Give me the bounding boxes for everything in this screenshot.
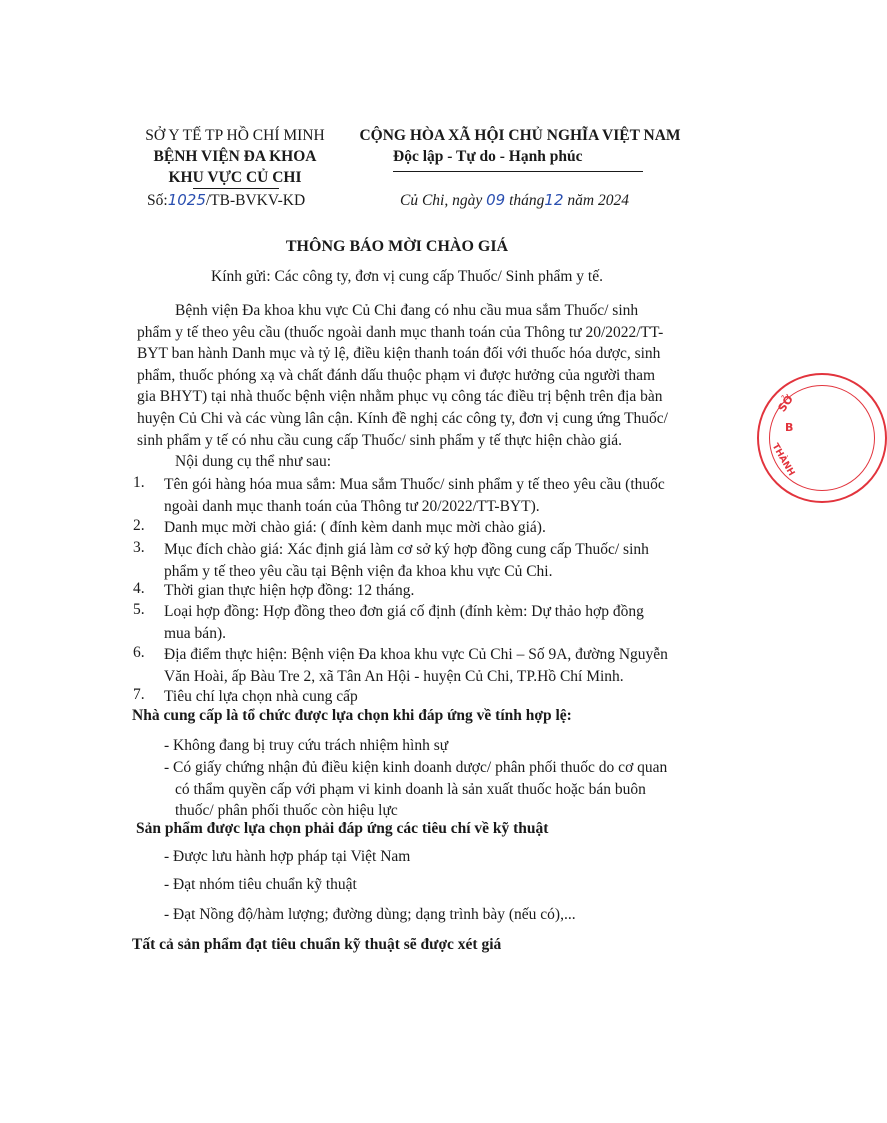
list-item (164, 601, 686, 644)
list-item (164, 517, 686, 539)
stamp-text-top: SỞ (775, 392, 797, 415)
technical-item: - Đạt Nồng độ/hàm lượng; đường dùng; dạng trình bày (nếu có),... (164, 906, 576, 923)
item-line: Loại hợp đồng: Hợp đồng theo đơn giá cố định (đính kèm: Dự thảo hợp đồng (164, 603, 644, 620)
item-number: 4. (133, 580, 145, 597)
recipient-line: Kính gửi: Các công ty, đơn vị cung cấp Thuốc/ Sinh phẩm y tế. (211, 268, 603, 285)
content-intro: Nội dung cụ thể như sau: (175, 453, 332, 470)
hospital-name-line1: BỆNH VIỆN ĐA KHOA (153, 148, 317, 165)
official-stamp (757, 373, 887, 503)
document-date (400, 191, 629, 210)
item-number: 7. (133, 686, 145, 703)
item-line: mua bán). (164, 624, 226, 642)
section-technical-heading: Sản phẩm được lựa chọn phải đáp ứng các tiêu chí về kỹ thuật (136, 820, 549, 837)
hospital-name-line2: KHU VỰC CỦ CHI (168, 169, 302, 186)
header-left-underline (193, 188, 279, 189)
validity-line: - Có giấy chứng nhận đủ điều kiện kinh doanh dược/ phân phối thuốc do cơ quan (164, 759, 668, 776)
stamp-text-mid: B (785, 421, 794, 434)
date-day: 09 (486, 191, 506, 209)
list-item (164, 644, 686, 687)
national-title: CỘNG HÒA XÃ HỘI CHỦ NGHĨA VIỆT NAM (359, 127, 681, 144)
technical-item: - Được lưu hành hợp pháp tại Việt Nam (164, 848, 411, 865)
list-item (164, 539, 686, 582)
item-number: 5. (133, 601, 145, 618)
item-line: phẩm y tế theo yêu cầu tại Bệnh viện đa khoa khu vực Củ Chi. (164, 562, 553, 580)
document-number (147, 191, 305, 210)
list-item (164, 686, 686, 708)
date-month-label: tháng (509, 192, 545, 209)
header-right-underline (393, 171, 643, 172)
intro-line: gia BHYT) tại nhà thuốc bệnh viện nhằm phục vụ công tác điều trị bệnh trên địa bàn (137, 388, 663, 406)
item-line: Danh mục mời chào giá: ( đính kèm danh mục mời chào giá). (164, 519, 546, 536)
item-number: 6. (133, 644, 145, 661)
intro-line: phẩm y tế theo yêu cầu (thuốc ngoài danh mục thanh toán của Thông tư 20/2022/TT- (137, 323, 664, 341)
date-prefix: Củ Chi, ngày (400, 192, 483, 209)
validity-line: - Không đang bị truy cứu trách nhiệm hình sự (164, 737, 449, 754)
document-title: THÔNG BÁO MỜI CHÀO GIÁ (285, 238, 509, 255)
intro-line: Bệnh viện Đa khoa khu vực Củ Chi đang có nhu cầu mua sắm Thuốc/ sinh (175, 302, 639, 319)
stamp-text-bottom: THÀNH (769, 442, 797, 478)
technical-item: - Đạt nhóm tiêu chuẩn kỹ thuật (164, 876, 357, 893)
agency-name: SỞ Y TẾ TP HỒ CHÍ MINH (145, 127, 325, 144)
intro-line: BYT ban hành Danh mục và tỷ lệ, điều kiện thanh toán đối với thuốc hóa dược, sinh (137, 345, 661, 363)
date-month: 12 (544, 191, 564, 209)
item-number: 3. (133, 539, 145, 556)
item-line: Văn Hoài, ấp Bàu Tre 2, xã Tân An Hội - huyện Củ Chi, TP.Hồ Chí Minh. (164, 667, 624, 685)
list-item (164, 580, 686, 602)
validity-item (164, 735, 686, 757)
doc-no-suffix: /TB-BVKV-KD (205, 192, 306, 209)
intro-line: huyện Củ Chi và các vùng lân cận. Kính đề nghị các công ty, đơn vị cung ứng Thuốc/ (137, 409, 668, 427)
item-line: Tiêu chí lựa chọn nhà cung cấp (164, 688, 358, 705)
doc-no-handwritten: 1025 (167, 191, 206, 209)
item-number: 1. (133, 474, 145, 491)
item-line: Tên gói hàng hóa mua sắm: Mua sắm Thuốc/ sinh phẩm y tế theo yêu cầu (thuốc (164, 476, 665, 493)
item-line: ngoài danh mục thanh toán của Thông tư 20/2022/TT-BYT). (164, 497, 540, 515)
intro-line: phẩm, thuốc phóng xạ và chất đánh dấu thuộc phạm vi được hưởng của người tham (137, 366, 656, 384)
item-number: 2. (133, 517, 145, 534)
item-line: Thời gian thực hiện hợp đồng: 12 tháng. (164, 582, 415, 599)
validity-line: thuốc/ phân phối thuốc còn hiệu lực (175, 802, 398, 820)
validity-item (164, 757, 686, 822)
validity-line: có thẩm quyền cấp với phạm vi kinh doanh là sản xuất thuốc hoặc bán buôn (175, 780, 646, 798)
date-year: năm 2024 (567, 192, 629, 209)
item-line: Mục đích chào giá: Xác định giá làm cơ sở ký hợp đồng cung cấp Thuốc/ sinh (164, 541, 649, 558)
national-motto: Độc lập - Tự do - Hạnh phúc (393, 148, 583, 165)
list-item (164, 474, 686, 517)
intro-line: sinh phẩm y tế có nhu cầu cung cấp Thuốc/ sinh phẩm y tế thực hiện chào giá. (137, 431, 623, 449)
item-line: Địa điểm thực hiện: Bệnh viện Đa khoa khu vực Củ Chi – Số 9A, đường Nguyễn (164, 646, 668, 663)
closing-statement: Tất cả sản phẩm đạt tiêu chuẩn kỹ thuật sẽ được xét giá (132, 936, 502, 953)
intro-paragraph (137, 300, 685, 451)
section-validity-heading: Nhà cung cấp là tổ chức được lựa chọn khi đáp ứng về tính hợp lệ: (132, 707, 572, 724)
doc-no-prefix: Số: (147, 192, 168, 209)
